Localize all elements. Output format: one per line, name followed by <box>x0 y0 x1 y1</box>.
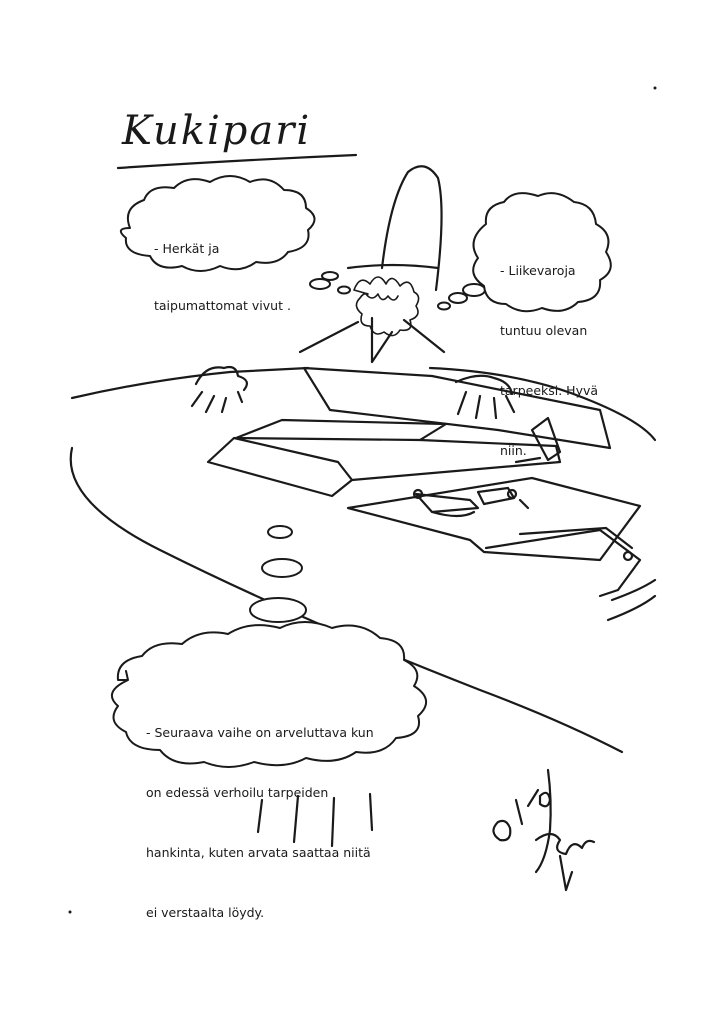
bubble-trail-dot <box>463 284 485 296</box>
side-rail <box>486 530 640 596</box>
bubble-trail-dot <box>310 279 330 289</box>
signature-drawing <box>493 770 594 890</box>
bubble-trail-dot <box>268 526 292 538</box>
scan-speck <box>654 87 657 90</box>
hull-lower <box>608 580 655 620</box>
pilot-collar <box>300 318 444 362</box>
bubble-line: on edessä verhoilu tarpeiden <box>146 785 329 800</box>
bubble-trail-dot <box>449 293 467 303</box>
bubble-trail-dot <box>438 303 450 310</box>
bubble-trail-dot <box>338 287 350 294</box>
bubble-line: tuntuu olevan <box>500 323 588 338</box>
bubble-line: hankinta, kuten arvata saattaa niitä <box>146 845 371 860</box>
pilot-hair <box>354 277 419 336</box>
bubble-line: niin. <box>500 443 527 458</box>
rail-bolt <box>624 552 632 560</box>
comic-title: Kukipari <box>122 108 312 154</box>
bubble-bottom-text <box>146 683 374 963</box>
title-underline <box>118 155 356 168</box>
bubble-line: ei verstaalta löydy. <box>146 905 265 920</box>
pilot-brim <box>348 265 438 268</box>
bubble-line: taipumattomat vivut . <box>154 298 291 313</box>
bubble-trail-dot <box>262 559 302 577</box>
bubble-line: tarpeeksi. Hyvä <box>500 383 599 398</box>
fuselage-top <box>72 368 308 398</box>
bubble-trail-dot <box>250 598 306 622</box>
bubble-top-left-text <box>154 201 291 353</box>
bubble-top-right-text <box>500 221 598 501</box>
scan-speck <box>69 911 72 914</box>
bubble-line: - Seuraava vaihe on arveluttava kun <box>146 725 374 740</box>
pilot-head <box>382 166 442 290</box>
bubble-line: - Herkät ja <box>154 241 220 256</box>
console-top <box>236 420 446 440</box>
bubble-line: - Liikevaroja <box>500 263 576 278</box>
